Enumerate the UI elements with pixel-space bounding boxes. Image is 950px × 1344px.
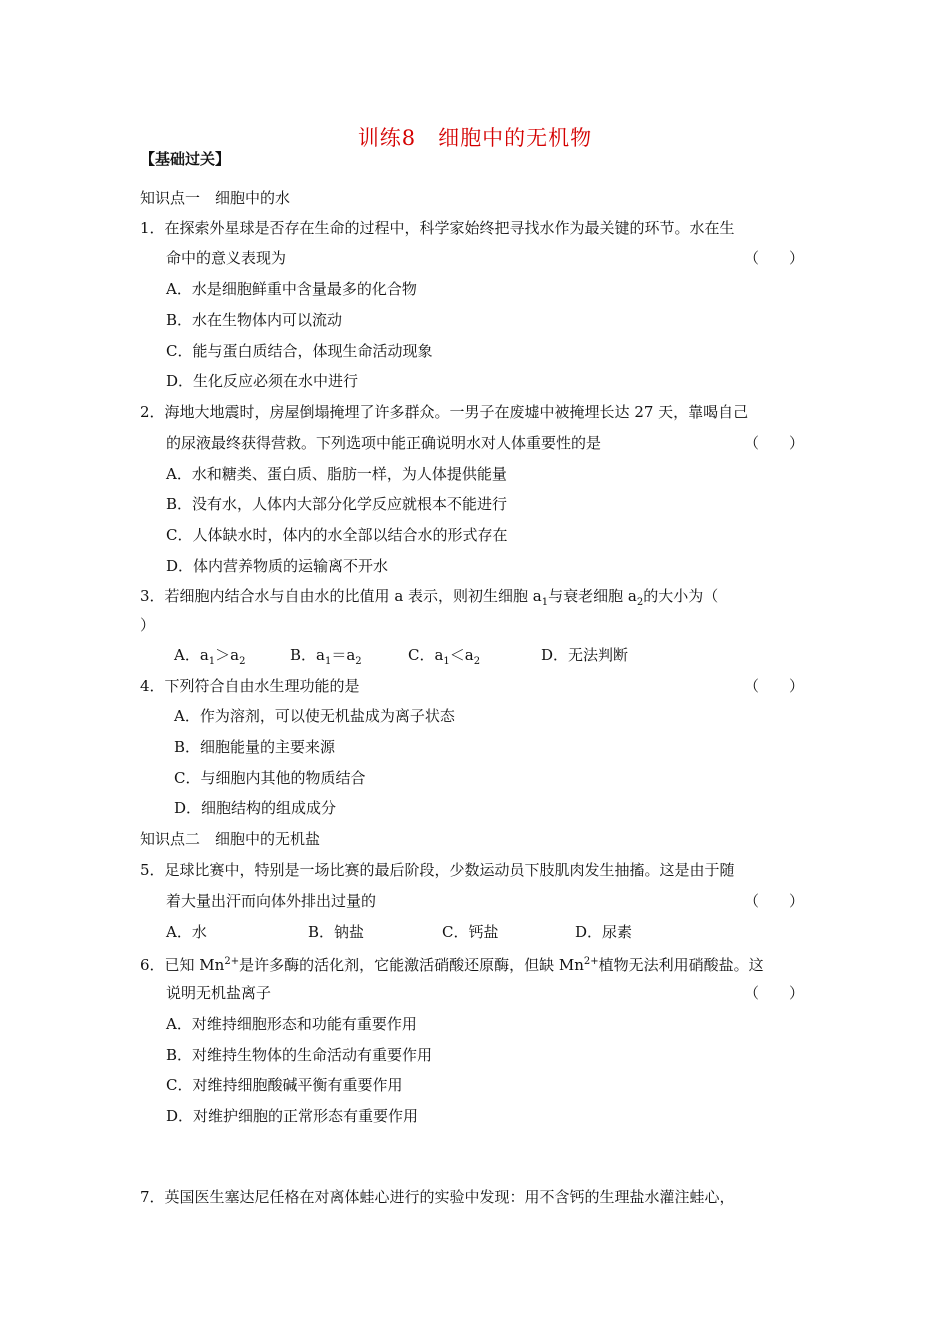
option-2b: B．没有水，人体内大部分化学反应就根本不能进行 bbox=[166, 495, 508, 513]
option-4d: D．细胞结构的组成成分 bbox=[174, 799, 337, 817]
knowledge-point-1: 知识点一 细胞中的水 bbox=[140, 189, 291, 207]
page-title: 训练8 细胞中的无机物 bbox=[357, 126, 593, 150]
section-heading: 【基础过关】 bbox=[140, 150, 231, 168]
question-6-line-2: 说明无机盐离子 bbox=[166, 984, 272, 1002]
answer-blank-5: （ ） bbox=[744, 892, 805, 910]
question-3-line-2: ） bbox=[140, 616, 156, 634]
option-4c: C．与细胞内其他的物质结合 bbox=[174, 769, 366, 787]
option-6b: B．对维持生物体的生命活动有重要作用 bbox=[166, 1046, 433, 1064]
option-5c: C．钙盐 bbox=[442, 923, 499, 941]
option-6c: C．对维持细胞酸碱平衡有重要作用 bbox=[166, 1076, 403, 1094]
option-1a: A．水是细胞鲜重中含量最多的化合物 bbox=[166, 280, 417, 298]
option-6d: D．对维护细胞的正常形态有重要作用 bbox=[166, 1107, 419, 1125]
question-2-line-1: 2．海地大地震时，房屋倒塌掩埋了许多群众。一男子在废墟中被掩埋长达 27 天，靠喝自己 bbox=[140, 403, 749, 421]
option-2a: A．水和糖类、蛋白质、脂肪一样，为人体提供能量 bbox=[166, 465, 507, 483]
option-4b: B．细胞能量的主要来源 bbox=[174, 738, 336, 756]
option-3c: C．$a_1<a_2$ bbox=[408, 646, 481, 667]
option-6a: A．对维持细胞形态和功能有重要作用 bbox=[166, 1015, 417, 1033]
knowledge-point-2: 知识点二 细胞中的无机盐 bbox=[140, 830, 321, 848]
answer-blank-6: （ ） bbox=[744, 984, 805, 1002]
option-1b: B．水在生物体内可以流动 bbox=[166, 311, 343, 329]
question-5-line-2: 着大量出汗而向体外排出过量的 bbox=[166, 892, 377, 910]
answer-blank-4: （ ） bbox=[744, 677, 805, 695]
question-6-line-1: 6．已知 $Mn^{2+}$是许多酶的活化剂，它能激活硝酸还原酶，但缺 $Mn^{2+}$植物无法利用硝酸盐。这 bbox=[140, 956, 764, 974]
option-3b: B．$a_1=a_2$ bbox=[290, 646, 362, 667]
option-2d: D．体内营养物质的运输离不开水 bbox=[166, 557, 389, 575]
option-1c: C．能与蛋白质结合，体现生命活动现象 bbox=[166, 342, 433, 360]
question-4-line-1: 4．下列符合自由水生理功能的是 bbox=[140, 677, 360, 695]
question-7-line-1: 7．英国医生塞达尼任格在对离体蛙心进行的实验中发现：用不含钙的生理盐水灌注蛙心， bbox=[140, 1188, 735, 1206]
answer-blank-2: （ ） bbox=[744, 434, 805, 452]
answer-blank-1: （ ） bbox=[744, 249, 805, 267]
question-3-line-1: 3．若细胞内结合水与自由水的比值用 a 表示，则初生细胞 $a_1$与衰老细胞 $a_2$的大小为（ bbox=[140, 587, 719, 608]
question-2-line-2: 的尿液最终获得营救。下列选项中能正确说明水对人体重要性的是 bbox=[166, 434, 602, 452]
question-1-line-1: 1．在探索外星球是否存在生命的过程中，科学家始终把寻找水作为最关键的环节。水在生 bbox=[140, 219, 735, 237]
option-1d: D．生化反应必须在水中进行 bbox=[166, 372, 359, 390]
option-5b: B．钠盐 bbox=[308, 923, 365, 941]
option-5a: A．水 bbox=[166, 923, 207, 941]
option-4a: A．作为溶剂，可以使无机盐成为离子状态 bbox=[174, 707, 455, 725]
option-2c: C．人体缺水时，体内的水全部以结合水的形式存在 bbox=[166, 526, 508, 544]
question-5-line-1: 5．足球比赛中，特别是一场比赛的最后阶段，少数运动员下肢肌肉发生抽搐。这是由于随 bbox=[140, 861, 735, 879]
option-3d: D．无法判断 bbox=[541, 646, 629, 664]
option-3a: A．$a_1>a_2$ bbox=[174, 646, 246, 667]
option-5d: D．尿素 bbox=[575, 923, 633, 941]
question-1-line-2: 命中的意义表现为 bbox=[166, 249, 287, 267]
